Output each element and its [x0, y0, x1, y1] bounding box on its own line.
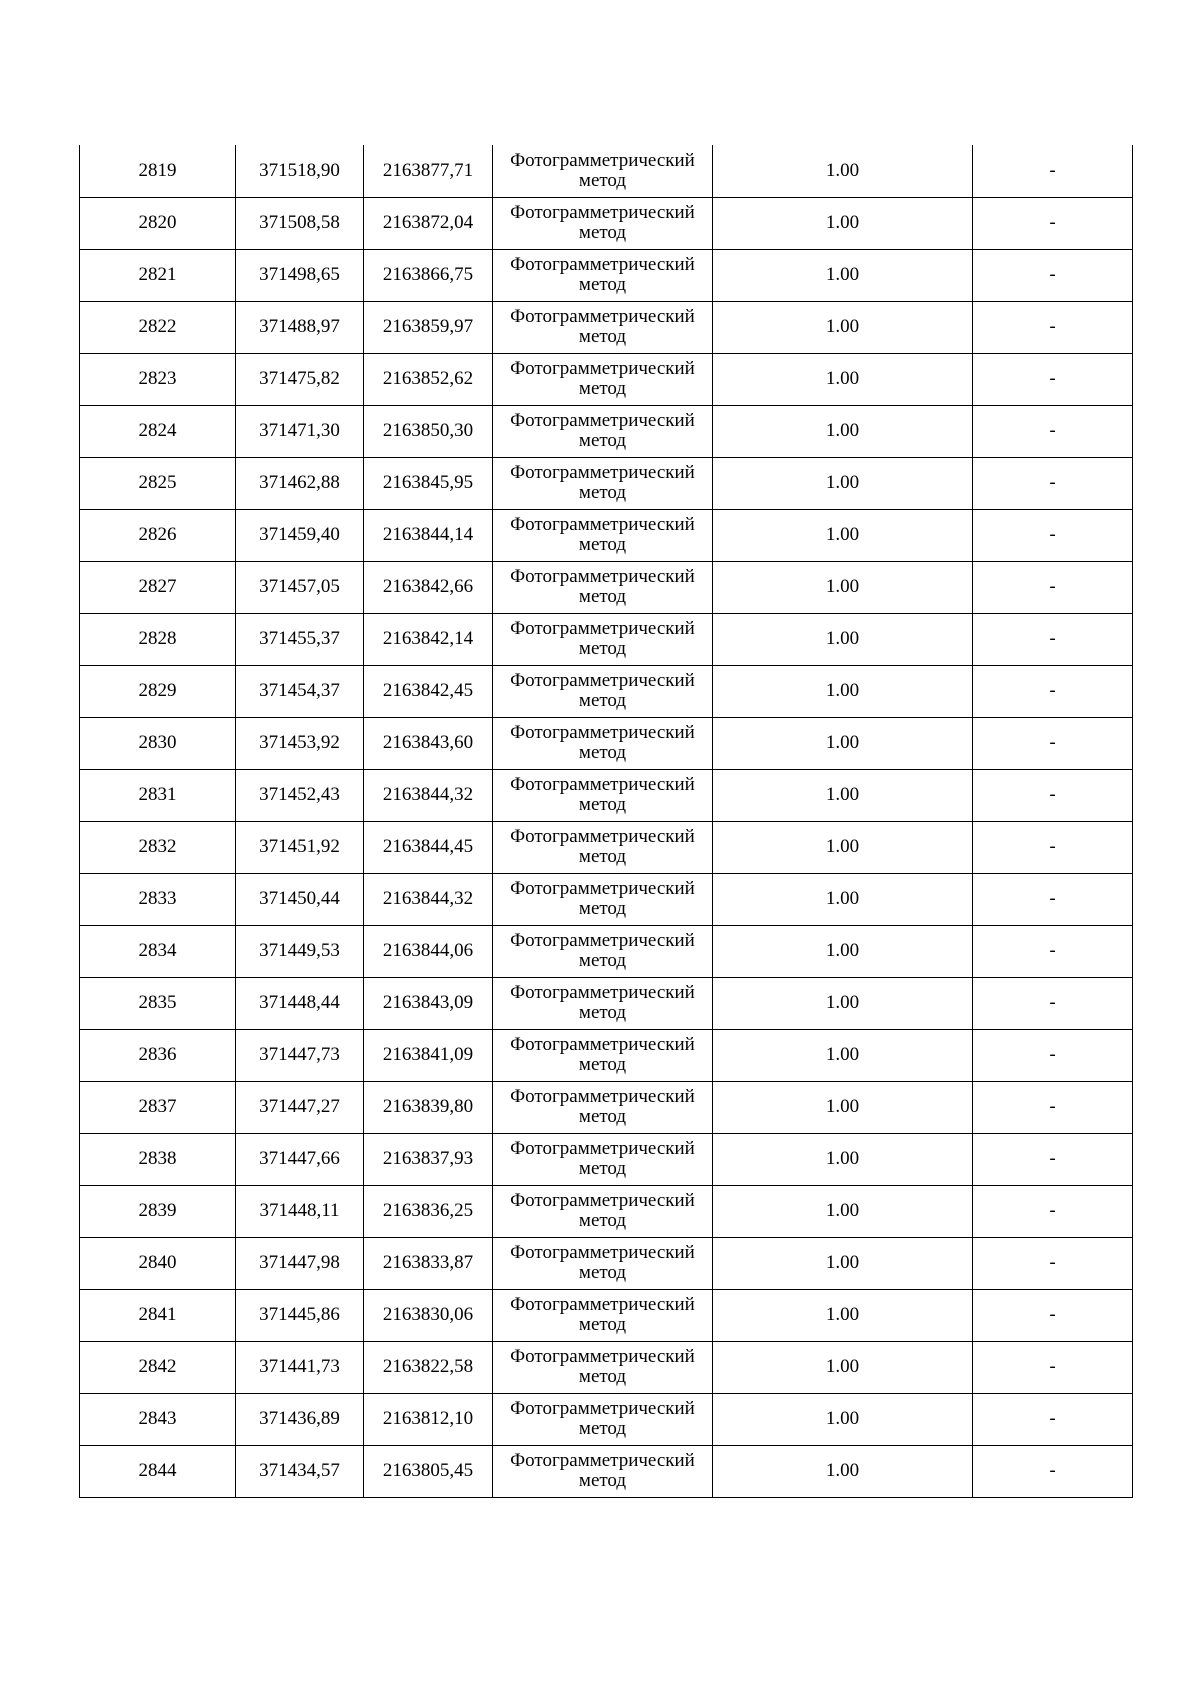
- coordinates-table-body: [80, 145, 1133, 1497]
- table-row: [80, 613, 1133, 665]
- x-coordinate-cell: 371447,66: [236, 1133, 364, 1185]
- accuracy-cell: 1.00: [713, 1393, 973, 1445]
- accuracy-cell: 1.00: [713, 821, 973, 873]
- accuracy-cell: 1.00: [713, 717, 973, 769]
- method-cell: [493, 353, 713, 405]
- table-row: [80, 977, 1133, 1029]
- point-number-cell: 2842: [80, 1341, 236, 1393]
- method-line-2: метод: [578, 898, 627, 919]
- accuracy-cell: 1.00: [713, 353, 973, 405]
- method-line-2: метод: [578, 1158, 627, 1179]
- method-cell: [493, 561, 713, 613]
- method-line-1: Фотограмметрический: [510, 670, 695, 691]
- x-coordinate-cell: 371459,40: [236, 509, 364, 561]
- note-cell: -: [973, 873, 1133, 925]
- method-line-1: Фотограмметрический: [510, 1346, 695, 1367]
- x-coordinate-cell: 371451,92: [236, 821, 364, 873]
- method-cell: [493, 1341, 713, 1393]
- point-number-cell: 2819: [80, 145, 236, 197]
- table-row: [80, 561, 1133, 613]
- table-row: [80, 197, 1133, 249]
- y-coordinate-cell: 2163844,14: [364, 509, 493, 561]
- note-cell: -: [973, 717, 1133, 769]
- point-number-cell: 2841: [80, 1289, 236, 1341]
- method-cell: [493, 197, 713, 249]
- y-coordinate-cell: 2163839,80: [364, 1081, 493, 1133]
- method-line-1: Фотограмметрический: [510, 878, 695, 899]
- y-coordinate-cell: 2163830,06: [364, 1289, 493, 1341]
- y-coordinate-cell: 2163877,71: [364, 145, 493, 197]
- coordinates-table: [79, 145, 1133, 1498]
- method-line-2: метод: [578, 482, 627, 503]
- note-cell: -: [973, 821, 1133, 873]
- table-row: [80, 1237, 1133, 1289]
- method-line-2: метод: [578, 430, 627, 451]
- table-row: [80, 1029, 1133, 1081]
- method-cell: [493, 1289, 713, 1341]
- method-line-2: метод: [578, 638, 627, 659]
- point-number-cell: 2844: [80, 1445, 236, 1497]
- y-coordinate-cell: 2163844,45: [364, 821, 493, 873]
- note-cell: -: [973, 353, 1133, 405]
- accuracy-cell: 1.00: [713, 1289, 973, 1341]
- x-coordinate-cell: 371448,11: [236, 1185, 364, 1237]
- method-line-1: Фотограмметрический: [510, 1034, 695, 1055]
- method-line-1: Фотограмметрический: [510, 1294, 695, 1315]
- point-number-cell: 2829: [80, 665, 236, 717]
- method-line-2: метод: [578, 690, 627, 711]
- table-row: [80, 717, 1133, 769]
- method-line-1: Фотограмметрический: [510, 462, 695, 483]
- method-line-2: метод: [578, 742, 627, 763]
- x-coordinate-cell: 371462,88: [236, 457, 364, 509]
- accuracy-cell: 1.00: [713, 457, 973, 509]
- x-coordinate-cell: 371447,98: [236, 1237, 364, 1289]
- point-number-cell: 2843: [80, 1393, 236, 1445]
- method-line-2: метод: [578, 586, 627, 607]
- y-coordinate-cell: 2163837,93: [364, 1133, 493, 1185]
- table-row: [80, 145, 1133, 197]
- y-coordinate-cell: 2163843,09: [364, 977, 493, 1029]
- point-number-cell: 2824: [80, 405, 236, 457]
- point-number-cell: 2823: [80, 353, 236, 405]
- note-cell: -: [973, 1185, 1133, 1237]
- x-coordinate-cell: 371436,89: [236, 1393, 364, 1445]
- x-coordinate-cell: 371454,37: [236, 665, 364, 717]
- y-coordinate-cell: 2163812,10: [364, 1393, 493, 1445]
- method-line-1: Фотограмметрический: [510, 930, 695, 951]
- x-coordinate-cell: 371498,65: [236, 249, 364, 301]
- table-row: [80, 1081, 1133, 1133]
- table-row: [80, 873, 1133, 925]
- method-line-1: Фотограмметрический: [510, 982, 695, 1003]
- table-row: [80, 509, 1133, 561]
- x-coordinate-cell: 371488,97: [236, 301, 364, 353]
- note-cell: -: [973, 249, 1133, 301]
- x-coordinate-cell: 371450,44: [236, 873, 364, 925]
- method-line-2: метод: [578, 1470, 627, 1491]
- method-line-2: метод: [578, 1210, 627, 1231]
- point-number-cell: 2831: [80, 769, 236, 821]
- accuracy-cell: 1.00: [713, 197, 973, 249]
- note-cell: -: [973, 665, 1133, 717]
- y-coordinate-cell: 2163844,06: [364, 925, 493, 977]
- method-line-2: метод: [578, 846, 627, 867]
- y-coordinate-cell: 2163843,60: [364, 717, 493, 769]
- method-line-2: метод: [578, 1262, 627, 1283]
- table-row: [80, 769, 1133, 821]
- method-line-1: Фотограмметрический: [510, 358, 695, 379]
- note-cell: -: [973, 561, 1133, 613]
- point-number-cell: 2820: [80, 197, 236, 249]
- x-coordinate-cell: 371453,92: [236, 717, 364, 769]
- point-number-cell: 2825: [80, 457, 236, 509]
- point-number-cell: 2838: [80, 1133, 236, 1185]
- y-coordinate-cell: 2163822,58: [364, 1341, 493, 1393]
- point-number-cell: 2821: [80, 249, 236, 301]
- coordinates-table-page: [79, 145, 1132, 1498]
- y-coordinate-cell: 2163850,30: [364, 405, 493, 457]
- table-row: [80, 353, 1133, 405]
- x-coordinate-cell: 371434,57: [236, 1445, 364, 1497]
- method-cell: [493, 925, 713, 977]
- method-line-1: Фотограмметрический: [510, 1242, 695, 1263]
- method-cell: [493, 977, 713, 1029]
- method-cell: [493, 1029, 713, 1081]
- method-line-2: метод: [578, 274, 627, 295]
- table-row: [80, 1289, 1133, 1341]
- method-line-1: Фотограмметрический: [510, 774, 695, 795]
- method-line-1: Фотограмметрический: [510, 306, 695, 327]
- method-line-1: Фотограмметрический: [510, 254, 695, 275]
- x-coordinate-cell: 371508,58: [236, 197, 364, 249]
- point-number-cell: 2827: [80, 561, 236, 613]
- method-line-1: Фотограмметрический: [510, 1450, 695, 1471]
- note-cell: -: [973, 1445, 1133, 1497]
- y-coordinate-cell: 2163842,45: [364, 665, 493, 717]
- accuracy-cell: 1.00: [713, 977, 973, 1029]
- method-cell: [493, 1393, 713, 1445]
- method-cell: [493, 1133, 713, 1185]
- method-line-2: метод: [578, 1054, 627, 1075]
- method-line-1: Фотограмметрический: [510, 722, 695, 743]
- accuracy-cell: 1.00: [713, 873, 973, 925]
- table-row: [80, 925, 1133, 977]
- y-coordinate-cell: 2163841,09: [364, 1029, 493, 1081]
- point-number-cell: 2833: [80, 873, 236, 925]
- method-line-1: Фотограмметрический: [510, 149, 695, 171]
- point-number-cell: 2826: [80, 509, 236, 561]
- table-row: [80, 821, 1133, 873]
- method-line-2: метод: [578, 169, 627, 191]
- note-cell: -: [973, 301, 1133, 353]
- y-coordinate-cell: 2163845,95: [364, 457, 493, 509]
- table-row: [80, 1393, 1133, 1445]
- method-line-1: Фотограмметрический: [510, 514, 695, 535]
- method-line-2: метод: [578, 534, 627, 555]
- accuracy-cell: 1.00: [713, 1029, 973, 1081]
- x-coordinate-cell: 371445,86: [236, 1289, 364, 1341]
- x-coordinate-cell: 371455,37: [236, 613, 364, 665]
- method-cell: [493, 821, 713, 873]
- accuracy-cell: 1.00: [713, 145, 973, 197]
- method-cell: [493, 717, 713, 769]
- table-row: [80, 1445, 1133, 1497]
- x-coordinate-cell: 371449,53: [236, 925, 364, 977]
- note-cell: -: [973, 1237, 1133, 1289]
- y-coordinate-cell: 2163833,87: [364, 1237, 493, 1289]
- note-cell: -: [973, 1133, 1133, 1185]
- note-cell: -: [973, 145, 1133, 197]
- y-coordinate-cell: 2163859,97: [364, 301, 493, 353]
- point-number-cell: 2822: [80, 301, 236, 353]
- note-cell: -: [973, 769, 1133, 821]
- method-cell: [493, 405, 713, 457]
- method-line-1: Фотограмметрический: [510, 566, 695, 587]
- table-row: [80, 1341, 1133, 1393]
- accuracy-cell: 1.00: [713, 1081, 973, 1133]
- method-cell: [493, 509, 713, 561]
- method-line-1: Фотограмметрический: [510, 1190, 695, 1211]
- y-coordinate-cell: 2163866,75: [364, 249, 493, 301]
- method-line-2: метод: [578, 1366, 627, 1387]
- x-coordinate-cell: 371457,05: [236, 561, 364, 613]
- y-coordinate-cell: 2163844,32: [364, 873, 493, 925]
- y-coordinate-cell: 2163836,25: [364, 1185, 493, 1237]
- accuracy-cell: 1.00: [713, 301, 973, 353]
- y-coordinate-cell: 2163844,32: [364, 769, 493, 821]
- method-line-1: Фотограмметрический: [510, 1398, 695, 1419]
- table-row: [80, 457, 1133, 509]
- method-cell: [493, 301, 713, 353]
- method-cell: [493, 1081, 713, 1133]
- method-line-2: метод: [578, 1418, 627, 1439]
- note-cell: -: [973, 1289, 1133, 1341]
- method-line-2: метод: [578, 378, 627, 399]
- method-cell: [493, 1445, 713, 1497]
- accuracy-cell: 1.00: [713, 1445, 973, 1497]
- x-coordinate-cell: 371447,73: [236, 1029, 364, 1081]
- method-line-2: метод: [578, 794, 627, 815]
- accuracy-cell: 1.00: [713, 1133, 973, 1185]
- note-cell: -: [973, 1393, 1133, 1445]
- accuracy-cell: 1.00: [713, 1341, 973, 1393]
- method-line-2: метод: [578, 1314, 627, 1335]
- accuracy-cell: 1.00: [713, 1237, 973, 1289]
- point-number-cell: 2839: [80, 1185, 236, 1237]
- x-coordinate-cell: 371448,44: [236, 977, 364, 1029]
- x-coordinate-cell: 371447,27: [236, 1081, 364, 1133]
- point-number-cell: 2828: [80, 613, 236, 665]
- note-cell: -: [973, 925, 1133, 977]
- note-cell: -: [973, 197, 1133, 249]
- point-number-cell: 2840: [80, 1237, 236, 1289]
- method-line-1: Фотограмметрический: [510, 1138, 695, 1159]
- accuracy-cell: 1.00: [713, 405, 973, 457]
- method-cell: [493, 665, 713, 717]
- method-cell: [493, 1185, 713, 1237]
- y-coordinate-cell: 2163842,14: [364, 613, 493, 665]
- note-cell: -: [973, 405, 1133, 457]
- note-cell: -: [973, 1081, 1133, 1133]
- point-number-cell: 2832: [80, 821, 236, 873]
- table-row: [80, 405, 1133, 457]
- x-coordinate-cell: 371452,43: [236, 769, 364, 821]
- method-line-1: Фотограмметрический: [510, 618, 695, 639]
- method-cell: [493, 1237, 713, 1289]
- accuracy-cell: 1.00: [713, 665, 973, 717]
- table-row: [80, 665, 1133, 717]
- accuracy-cell: 1.00: [713, 249, 973, 301]
- note-cell: -: [973, 509, 1133, 561]
- method-cell: [493, 457, 713, 509]
- x-coordinate-cell: 371441,73: [236, 1341, 364, 1393]
- note-cell: -: [973, 1341, 1133, 1393]
- method-line-1: Фотограмметрический: [510, 1086, 695, 1107]
- point-number-cell: 2830: [80, 717, 236, 769]
- accuracy-cell: 1.00: [713, 925, 973, 977]
- y-coordinate-cell: 2163852,62: [364, 353, 493, 405]
- method-line-2: метод: [578, 950, 627, 971]
- y-coordinate-cell: 2163872,04: [364, 197, 493, 249]
- method-line-1: Фотограмметрический: [510, 410, 695, 431]
- point-number-cell: 2835: [80, 977, 236, 1029]
- accuracy-cell: 1.00: [713, 613, 973, 665]
- note-cell: -: [973, 613, 1133, 665]
- note-cell: -: [973, 1029, 1133, 1081]
- y-coordinate-cell: 2163805,45: [364, 1445, 493, 1497]
- point-number-cell: 2837: [80, 1081, 236, 1133]
- method-line-2: метод: [578, 1002, 627, 1023]
- note-cell: -: [973, 457, 1133, 509]
- table-row: [80, 301, 1133, 353]
- table-row: [80, 1185, 1133, 1237]
- accuracy-cell: 1.00: [713, 1185, 973, 1237]
- method-cell: [493, 613, 713, 665]
- method-line-2: метод: [578, 326, 627, 347]
- accuracy-cell: 1.00: [713, 561, 973, 613]
- accuracy-cell: 1.00: [713, 769, 973, 821]
- method-cell: [493, 249, 713, 301]
- method-line-2: метод: [578, 222, 627, 243]
- method-line-2: метод: [578, 1106, 627, 1127]
- method-cell: [493, 145, 713, 197]
- point-number-cell: 2836: [80, 1029, 236, 1081]
- table-row: [80, 1133, 1133, 1185]
- note-cell: -: [973, 977, 1133, 1029]
- y-coordinate-cell: 2163842,66: [364, 561, 493, 613]
- method-line-1: Фотограмметрический: [510, 826, 695, 847]
- method-line-1: Фотограмметрический: [510, 202, 695, 223]
- x-coordinate-cell: 371518,90: [236, 145, 364, 197]
- method-cell: [493, 769, 713, 821]
- method-cell: [493, 873, 713, 925]
- x-coordinate-cell: 371475,82: [236, 353, 364, 405]
- table-row: [80, 249, 1133, 301]
- accuracy-cell: 1.00: [713, 509, 973, 561]
- point-number-cell: 2834: [80, 925, 236, 977]
- x-coordinate-cell: 371471,30: [236, 405, 364, 457]
